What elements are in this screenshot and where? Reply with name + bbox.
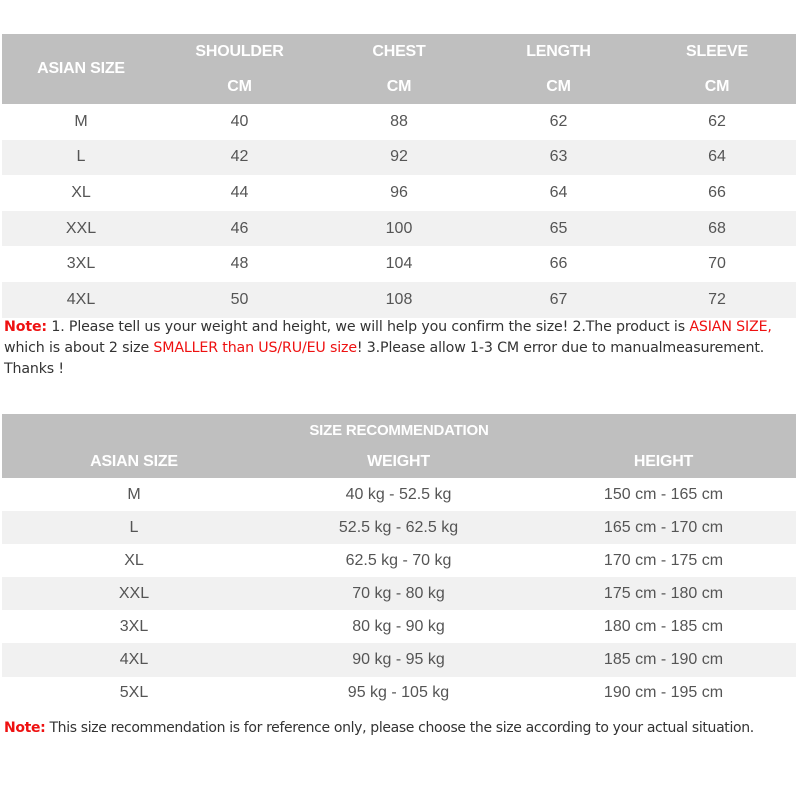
table-row <box>2 577 796 610</box>
note-text: 1. Please tell us your weight and height, we will help you confirm the size! 2.The product is <box>46 319 690 335</box>
recommendation-note <box>4 718 796 739</box>
cell-size: XL <box>71 183 91 201</box>
cell-sleeve: 66 <box>708 183 726 201</box>
cell-sleeve: 64 <box>638 140 796 176</box>
cell-size: XXL <box>2 577 266 610</box>
cell-chest: 108 <box>319 282 479 318</box>
note-highlight-asian-size: ASIAN SIZE, <box>689 319 772 335</box>
header-shoulder-unit: CM <box>160 69 319 104</box>
cell-height: 180 cm - 185 cm <box>603 617 724 635</box>
cell-shoulder: 42 <box>160 140 319 176</box>
cell-length: 66 <box>549 255 568 273</box>
cell-weight: 80 kg - 90 kg <box>352 617 445 635</box>
cell-size: 3XL <box>66 255 96 273</box>
cell-sleeve: 72 <box>638 282 796 318</box>
cell-length: 64 <box>549 183 568 201</box>
cell-height: 175 cm - 180 cm <box>531 577 796 610</box>
cell-weight: 95 kg - 105 kg <box>347 684 450 702</box>
cell-shoulder: 44 <box>230 183 249 201</box>
header-chest: CHEST <box>319 34 479 69</box>
table-row <box>2 610 796 643</box>
table-row <box>2 478 796 511</box>
table-row <box>2 677 796 710</box>
cell-weight: 90 kg - 95 kg <box>266 643 531 676</box>
cell-height: 190 cm - 195 cm <box>603 684 724 702</box>
cell-height: 170 cm - 175 cm <box>603 551 724 569</box>
cell-shoulder: 46 <box>160 211 319 247</box>
table-row <box>2 511 796 544</box>
note-label: Note: <box>4 720 46 736</box>
cell-size: L <box>2 140 160 176</box>
cell-size: XXL <box>2 211 160 247</box>
recommendation-title: SIZE RECOMMENDATION <box>2 414 796 446</box>
cell-chest: 92 <box>319 140 479 176</box>
note-label: Note: <box>4 319 47 335</box>
cell-chest: 96 <box>390 183 408 201</box>
cell-size: L <box>2 511 266 544</box>
header-shoulder: SHOULDER <box>160 34 319 69</box>
note-highlight-smaller: SMALLER than US/RU/EU size <box>153 340 357 356</box>
cell-sleeve: 62 <box>708 112 726 130</box>
header-height: HEIGHT <box>531 446 796 478</box>
cell-weight: 62.5 kg - 70 kg <box>345 551 452 569</box>
table-row <box>2 282 796 318</box>
cell-length: 67 <box>479 282 638 318</box>
cell-size: M <box>127 485 141 503</box>
cell-size: 4XL <box>2 643 266 676</box>
table-row <box>2 175 796 211</box>
table-row <box>2 104 796 140</box>
header-length: LENGTH <box>479 34 638 69</box>
cell-height: 150 cm - 165 cm <box>603 485 724 503</box>
cell-weight: 40 kg - 52.5 kg <box>345 485 452 503</box>
table-row <box>2 211 796 247</box>
note-text: This size recommendation is for reference only, please choose the size according to your actual situation. <box>45 720 754 736</box>
cell-size: 4XL <box>2 282 160 318</box>
size-recommendation-table <box>2 414 796 710</box>
header-chest-unit: CM <box>319 69 479 104</box>
header-length-unit: CM <box>479 69 638 104</box>
cell-shoulder: 50 <box>160 282 319 318</box>
size-chart-table <box>2 34 796 318</box>
cell-length: 62 <box>549 112 568 130</box>
cell-height: 185 cm - 190 cm <box>531 643 796 676</box>
header-asian-size: ASIAN SIZE <box>2 34 160 104</box>
cell-chest: 88 <box>390 112 408 130</box>
cell-shoulder: 40 <box>230 112 249 130</box>
header-sleeve-unit: CM <box>638 69 796 104</box>
cell-size: M <box>74 112 88 130</box>
cell-size: 5XL <box>119 684 149 702</box>
note-text: which is about 2 size <box>4 340 154 356</box>
header-asian-size: ASIAN SIZE <box>2 446 266 478</box>
header-weight: WEIGHT <box>266 446 531 478</box>
cell-length: 65 <box>479 211 638 247</box>
table-row <box>2 544 796 577</box>
cell-chest: 100 <box>319 211 479 247</box>
size-chart-note <box>4 317 796 380</box>
table-row <box>2 246 796 282</box>
cell-chest: 104 <box>385 255 413 273</box>
table-row <box>2 140 796 176</box>
cell-height: 165 cm - 170 cm <box>531 511 796 544</box>
cell-sleeve: 70 <box>708 255 726 273</box>
cell-sleeve: 68 <box>638 211 796 247</box>
cell-size: XL <box>124 551 144 569</box>
cell-length: 63 <box>479 140 638 176</box>
header-sleeve: SLEEVE <box>638 34 796 69</box>
cell-shoulder: 48 <box>230 255 249 273</box>
table-row <box>2 643 796 676</box>
note-text: ! 3.Please allow 1-3 CM error due to manualmeasurement. Thanks ! <box>4 340 765 377</box>
cell-weight: 70 kg - 80 kg <box>266 577 531 610</box>
cell-size: 3XL <box>119 617 149 635</box>
cell-weight: 52.5 kg - 62.5 kg <box>266 511 531 544</box>
